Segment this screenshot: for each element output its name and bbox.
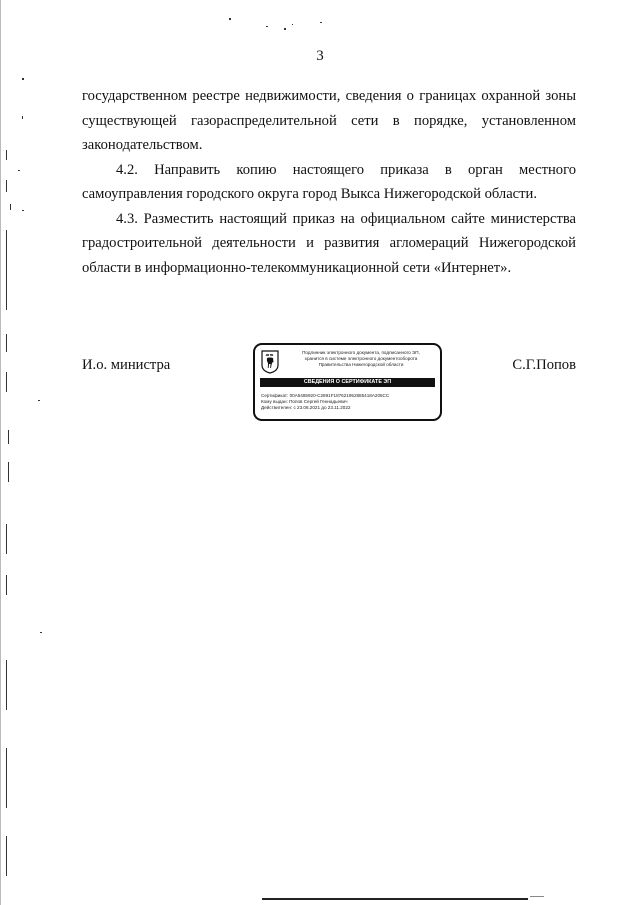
- text-line: самоуправления городского округа город Выкса Нижегородской области.: [82, 186, 537, 202]
- scan-edge-line: [0, 0, 1, 905]
- issued-to-value: Попов Сергей Геннадьевич: [289, 399, 348, 405]
- valid-row: [261, 405, 437, 411]
- text-line: законодательством.: [82, 137, 203, 153]
- scan-speck: [530, 896, 544, 897]
- text-line: государственном реестре недвижимости, сведения о границах охранной зоны: [82, 88, 576, 104]
- scan-speck: [22, 210, 24, 211]
- scan-speck: [6, 524, 7, 554]
- scan-speck: [6, 230, 7, 310]
- scan-speck: [6, 836, 7, 876]
- stamp-details: [261, 393, 437, 412]
- scan-speck: [320, 22, 322, 23]
- scan-speck: [6, 660, 7, 710]
- paragraph-registry-info: [82, 84, 576, 158]
- nizhny-novgorod-deer-emblem-icon: [261, 350, 279, 374]
- paragraph-4-2: [82, 158, 576, 207]
- text-line: 4.2. Направить копию настоящего приказа в орган местного: [116, 161, 576, 178]
- valid-label: Действителен:: [261, 405, 293, 411]
- electronic-signature-stamp: [253, 343, 442, 421]
- valid-value: с 23.08.2021 до 23.11.2022: [293, 405, 351, 411]
- scan-speck: [8, 462, 9, 482]
- document-body: [82, 84, 576, 280]
- scan-speck: [6, 575, 7, 595]
- scan-speck: [22, 78, 24, 80]
- scan-speck: [6, 334, 7, 352]
- scan-speck: [18, 170, 20, 171]
- scan-speck: [6, 180, 7, 192]
- text-line: градостроительной деятельности и развития агломераций Нижегородской: [82, 235, 576, 251]
- signer-role: И.о. министра: [82, 357, 171, 373]
- text-line: 4.3. Разместить настоящий приказ на официальном сайте министерства: [116, 210, 576, 227]
- scan-speck: [6, 372, 7, 392]
- scan-speck: [292, 24, 293, 25]
- stamp-title: СВЕДЕНИЯ О СЕРТИФИКАТЕ ЭП: [260, 378, 435, 387]
- page-number: 3: [316, 48, 324, 64]
- stamp-header-line: Подлинник электронного документа, подписанного ЭП,: [302, 350, 420, 355]
- scan-speck: [6, 150, 7, 160]
- scan-speck: [22, 116, 23, 119]
- text-line: области в информационно-телекоммуникационной сети «Интернет».: [82, 259, 512, 276]
- stamp-header: [282, 350, 440, 368]
- stamp-header-line: хранится в системе электронного документооборота: [304, 356, 418, 361]
- paragraph-4-3: [82, 207, 576, 281]
- scan-speck: [40, 632, 42, 633]
- scan-speck: [266, 26, 268, 27]
- bottom-rule: [262, 898, 528, 900]
- certificate-value: 00A5485920-C2891F187621952885418A205CC: [289, 393, 390, 398]
- scan-speck: [10, 204, 11, 210]
- scan-speck: [284, 28, 286, 30]
- text-line: существующей газораспределительной сети в порядке, установленном: [82, 112, 576, 129]
- issued-to-label: Кому выдан:: [261, 399, 288, 405]
- scan-speck: [229, 18, 231, 20]
- scan-speck: [8, 430, 9, 444]
- certificate-label: Сертификат:: [261, 393, 289, 398]
- scan-speck: [6, 748, 7, 808]
- stamp-header-line: Правительства Нижегородской области: [318, 362, 404, 367]
- scan-speck: [38, 400, 40, 401]
- signer-name: С.Г.Попов: [512, 357, 576, 373]
